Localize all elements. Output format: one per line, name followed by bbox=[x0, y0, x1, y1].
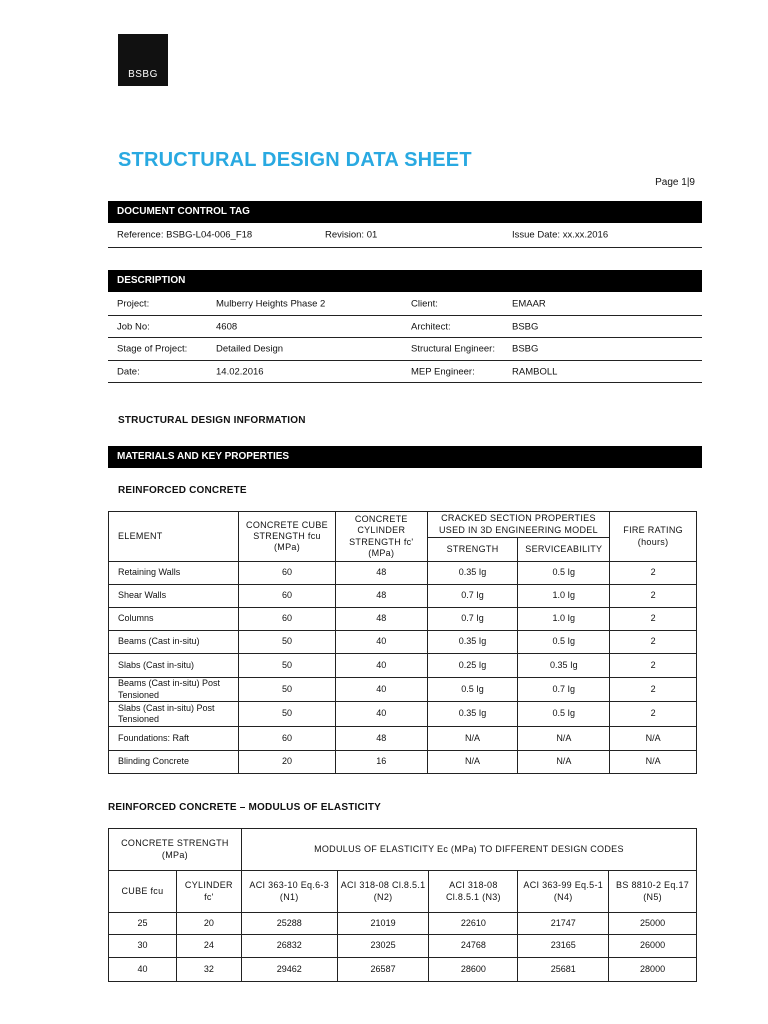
cell-cube: 50 bbox=[239, 678, 336, 702]
cell-modulus: 28000 bbox=[609, 958, 697, 982]
label: Architect: bbox=[411, 321, 451, 332]
value: BSBG bbox=[512, 343, 539, 355]
table-row bbox=[109, 585, 697, 608]
cell-element: Columns bbox=[109, 608, 239, 631]
cell-strength: 0.35 Ig bbox=[427, 631, 518, 654]
table-header-row bbox=[109, 829, 697, 871]
cell-modulus: 21747 bbox=[518, 913, 609, 935]
table-row bbox=[109, 958, 697, 982]
cell-modulus: 24768 bbox=[429, 935, 518, 958]
col-header-element: ELEMENT bbox=[109, 512, 239, 562]
cell-strength: 0.25 Ig bbox=[427, 654, 518, 678]
col-header-code: ACI 318-08 Cl.8.5.1 (N2) bbox=[337, 871, 429, 913]
modulus-table bbox=[108, 828, 697, 982]
cell-cube: 20 bbox=[239, 751, 336, 774]
cell-modulus: 25681 bbox=[518, 958, 609, 982]
description-row bbox=[108, 316, 702, 338]
bsbg-logo bbox=[118, 34, 168, 86]
cell-service: 0.7 Ig bbox=[518, 678, 610, 702]
value: 14.02.2016 bbox=[216, 366, 264, 377]
cell-cube: 30 bbox=[109, 935, 177, 958]
col-header-cylinder: CYLINDER fc' bbox=[176, 871, 241, 913]
cell-cyl: 40 bbox=[335, 702, 427, 727]
structural-info-heading: STRUCTURAL DESIGN INFORMATION bbox=[118, 415, 306, 426]
cell-modulus: 22610 bbox=[429, 913, 518, 935]
cell-cyl: 48 bbox=[335, 585, 427, 608]
cell-cyl: 16 bbox=[335, 751, 427, 774]
cell-element: Blinding Concrete bbox=[109, 751, 239, 774]
doc-control-header: DOCUMENT CONTROL TAG bbox=[108, 201, 702, 223]
cell-modulus: 29462 bbox=[241, 958, 337, 982]
value: EMAAR bbox=[512, 298, 546, 309]
table-row bbox=[109, 654, 697, 678]
cell-modulus: 21019 bbox=[337, 913, 429, 935]
cell-service: 0.5 Ig bbox=[518, 702, 610, 727]
table-row bbox=[109, 935, 697, 958]
value: Mulberry Heights Phase 2 bbox=[216, 298, 326, 309]
cell-service: 0.35 Ig bbox=[518, 654, 610, 678]
label: Date: bbox=[117, 366, 140, 377]
rc-heading: REINFORCED CONCRETE bbox=[118, 485, 247, 496]
cell-fire: 2 bbox=[610, 702, 697, 727]
cell-strength: 0.7 Ig bbox=[427, 608, 518, 631]
description-row bbox=[108, 361, 702, 383]
col-header-code: ACI 363-10 Eq.6-3 (N1) bbox=[241, 871, 337, 913]
cell-element: Beams (Cast in-situ) bbox=[109, 631, 239, 654]
cell-modulus: 25000 bbox=[609, 913, 697, 935]
table-row bbox=[109, 631, 697, 654]
cell-element: Beams (Cast in-situ) Post Tensioned bbox=[109, 678, 239, 702]
cell-cube: 60 bbox=[239, 562, 336, 585]
document-title: STRUCTURAL DESIGN DATA SHEET bbox=[118, 149, 472, 171]
cell-strength: 0.7 Ig bbox=[427, 585, 518, 608]
cell-service: 1.0 Ig bbox=[518, 585, 610, 608]
table-row bbox=[109, 678, 697, 702]
cell-fire: N/A bbox=[610, 751, 697, 774]
cell-service: 0.5 Ig bbox=[518, 562, 610, 585]
label: Structural Engineer: bbox=[411, 343, 495, 355]
cell-strength: N/A bbox=[427, 727, 518, 751]
doc-control-row bbox=[108, 223, 702, 248]
moe-table-body bbox=[109, 913, 697, 982]
col-header-cracked: CRACKED SECTION PROPERTIES USED IN 3D ENGINEERING MODEL bbox=[427, 512, 610, 538]
col-header-cylinder: CONCRETE CYLINDER STRENGTH fc' (MPa) bbox=[335, 512, 427, 562]
cell-strength: 0.35 Ig bbox=[427, 562, 518, 585]
description-row bbox=[108, 338, 702, 361]
label: Job No: bbox=[117, 321, 150, 332]
cell-cube: 40 bbox=[109, 958, 177, 982]
cell-fire: 2 bbox=[610, 562, 697, 585]
cell-cube: 50 bbox=[239, 702, 336, 727]
table-subheader-row bbox=[109, 871, 697, 913]
cell-cyl: 48 bbox=[335, 727, 427, 751]
table-row bbox=[109, 913, 697, 935]
table-row bbox=[109, 727, 697, 751]
cell-cyl: 48 bbox=[335, 562, 427, 585]
table-row bbox=[109, 562, 697, 585]
cell-fire: 2 bbox=[610, 678, 697, 702]
cell-cube: 50 bbox=[239, 654, 336, 678]
col-header-strength: STRENGTH bbox=[427, 538, 518, 562]
cell-element: Shear Walls bbox=[109, 585, 239, 608]
label: Client: bbox=[411, 298, 438, 309]
cell-element: Slabs (Cast in-situ) Post Tensioned bbox=[109, 702, 239, 727]
table-row bbox=[109, 608, 697, 631]
cell-strength: 0.35 Ig bbox=[427, 702, 518, 727]
table-header-row bbox=[109, 512, 697, 538]
cell-fire: 2 bbox=[610, 585, 697, 608]
table-row bbox=[109, 751, 697, 774]
cell-fire: 2 bbox=[610, 654, 697, 678]
cell-cube: 60 bbox=[239, 585, 336, 608]
cell-cyl: 32 bbox=[176, 958, 241, 982]
materials-header: MATERIALS AND KEY PROPERTIES bbox=[108, 446, 702, 468]
col-header-code: BS 8810-2 Eq.17 (N5) bbox=[609, 871, 697, 913]
col-header-cube: CUBE fcu bbox=[109, 871, 177, 913]
table-row bbox=[109, 702, 697, 727]
value: RAMBOLL bbox=[512, 366, 558, 377]
cell-service: 1.0 Ig bbox=[518, 608, 610, 631]
cell-modulus: 26832 bbox=[241, 935, 337, 958]
cell-service: 0.5 Ig bbox=[518, 631, 610, 654]
col-header-code: ACI 318-08 Cl.8.5.1 (N3) bbox=[429, 871, 518, 913]
label: Project: bbox=[117, 298, 150, 309]
col-header-concrete-strength: CONCRETE STRENGTH (MPa) bbox=[109, 829, 242, 871]
cell-cyl: 20 bbox=[176, 913, 241, 935]
cell-fire: N/A bbox=[610, 727, 697, 751]
col-header-serviceability: SERVICEABILITY bbox=[518, 538, 610, 562]
page-number: Page 1|9 bbox=[655, 177, 695, 188]
cell-cyl: 48 bbox=[335, 608, 427, 631]
cell-modulus: 28600 bbox=[429, 958, 518, 982]
cell-service: N/A bbox=[518, 727, 610, 751]
cell-modulus: 23025 bbox=[337, 935, 429, 958]
rc-table-body bbox=[109, 562, 697, 774]
cell-cube: 60 bbox=[239, 608, 336, 631]
cell-element: Retaining Walls bbox=[109, 562, 239, 585]
cell-cyl: 40 bbox=[335, 678, 427, 702]
cell-fire: 2 bbox=[610, 608, 697, 631]
cell-modulus: 26000 bbox=[609, 935, 697, 958]
cell-cube: 50 bbox=[239, 631, 336, 654]
logo-text: BSBG bbox=[128, 69, 158, 80]
col-header-fire: FIRE RATING (hours) bbox=[610, 512, 697, 562]
reinforced-concrete-table bbox=[108, 511, 697, 774]
col-header-code: ACI 363-99 Eq.5-1 (N4) bbox=[518, 871, 609, 913]
cell-modulus: 26587 bbox=[337, 958, 429, 982]
value: Detailed Design bbox=[216, 343, 284, 355]
col-header-cube: CONCRETE CUBE STRENGTH fcu (MPa) bbox=[239, 512, 336, 562]
description-row bbox=[108, 292, 702, 316]
cell-service: N/A bbox=[518, 751, 610, 774]
issue-date: Issue Date: xx.xx.2016 bbox=[512, 229, 609, 241]
cell-cube: 25 bbox=[109, 913, 177, 935]
revision: Revision: 01 bbox=[325, 229, 378, 241]
cell-element: Foundations: Raft bbox=[109, 727, 239, 751]
label: MEP Engineer: bbox=[411, 366, 475, 377]
label: Stage of Project: bbox=[117, 343, 188, 355]
value: 4608 bbox=[216, 321, 238, 332]
cell-cyl: 40 bbox=[335, 631, 427, 654]
cell-fire: 2 bbox=[610, 631, 697, 654]
moe-heading: REINFORCED CONCRETE – MODULUS OF ELASTICITY bbox=[108, 802, 382, 813]
reference: Reference: BSBG-L04-006_F18 bbox=[117, 229, 253, 241]
description-header: DESCRIPTION bbox=[108, 270, 702, 292]
cell-element: Slabs (Cast in-situ) bbox=[109, 654, 239, 678]
cell-modulus: 25288 bbox=[241, 913, 337, 935]
cell-strength: 0.5 Ig bbox=[427, 678, 518, 702]
cell-strength: N/A bbox=[427, 751, 518, 774]
value: BSBG bbox=[512, 321, 539, 332]
cell-modulus: 23165 bbox=[518, 935, 609, 958]
cell-cyl: 24 bbox=[176, 935, 241, 958]
col-header-modulus: MODULUS OF ELASTICITY Ec (MPa) TO DIFFERENT DESIGN CODES bbox=[241, 829, 696, 871]
cell-cube: 60 bbox=[239, 727, 336, 751]
cell-cyl: 40 bbox=[335, 654, 427, 678]
